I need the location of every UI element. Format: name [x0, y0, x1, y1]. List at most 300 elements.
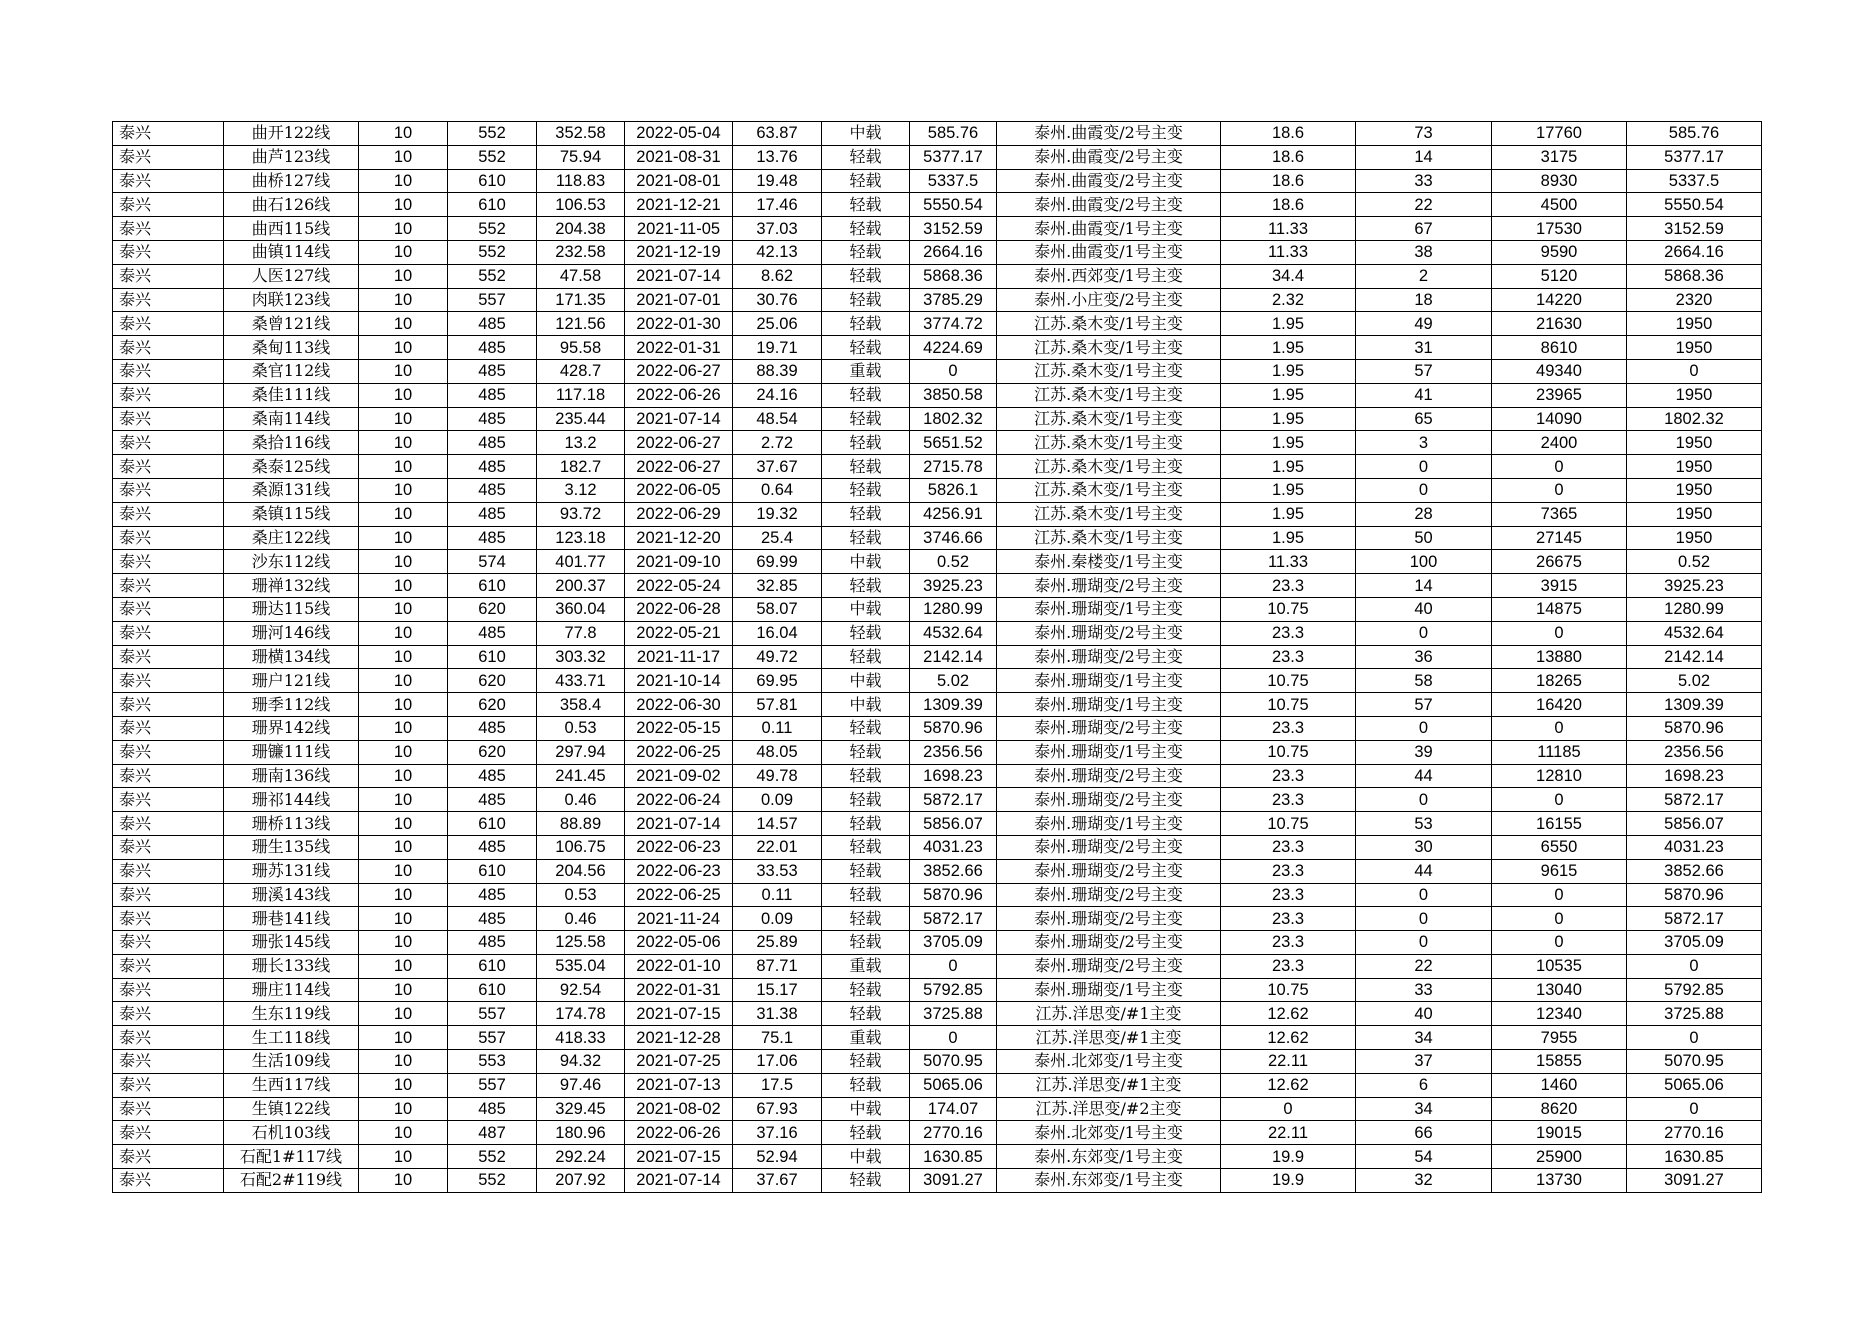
- cell-voltage: 10: [359, 1073, 448, 1097]
- cell-voltage: 10: [359, 288, 448, 312]
- cell-line-name: 珊横134线: [224, 645, 359, 669]
- cell-user-count: 44: [1356, 859, 1492, 883]
- cell-county: 泰兴: [113, 169, 224, 193]
- cell-open-capacity: 5550.54: [1627, 193, 1762, 217]
- cell-transformer-margin: 23.3: [1221, 645, 1356, 669]
- cell-available-capacity: 5870.96: [910, 883, 997, 907]
- cell-max-date: 2022-06-26: [625, 1121, 733, 1145]
- cell-transformer: 泰州.北郊变/1号主变: [997, 1121, 1221, 1145]
- cell-user-capacity: 0: [1492, 621, 1627, 645]
- cell-load-rate: 49.72: [733, 645, 822, 669]
- cell-transformer-margin: 23.3: [1221, 788, 1356, 812]
- cell-voltage: 10: [359, 1050, 448, 1074]
- cell-transformer: 泰州.珊瑚变/2号主变: [997, 764, 1221, 788]
- cell-transformer: 泰州.珊瑚变/2号主变: [997, 645, 1221, 669]
- table-row: [113, 550, 1762, 574]
- cell-max-current: 433.71: [537, 669, 625, 693]
- cell-rated-current: 552: [448, 240, 537, 264]
- cell-voltage: 10: [359, 217, 448, 241]
- cell-user-capacity: 17760: [1492, 122, 1627, 146]
- cell-max-date: 2021-12-19: [625, 240, 733, 264]
- table-row: [113, 526, 1762, 550]
- cell-load-level: 轻载: [822, 240, 910, 264]
- cell-load-level: 轻载: [822, 264, 910, 288]
- cell-load-rate: 37.03: [733, 217, 822, 241]
- cell-transformer: 江苏.桑木变/1号主变: [997, 478, 1221, 502]
- cell-county: 泰兴: [113, 574, 224, 598]
- cell-line-name: 珊季112线: [224, 693, 359, 717]
- cell-user-capacity: 13730: [1492, 1169, 1627, 1193]
- cell-max-date: 2021-07-01: [625, 288, 733, 312]
- cell-max-date: 2022-06-28: [625, 597, 733, 621]
- cell-line-name: 曲石126线: [224, 193, 359, 217]
- cell-available-capacity: 3091.27: [910, 1169, 997, 1193]
- cell-user-count: 39: [1356, 740, 1492, 764]
- cell-transformer-margin: 1.95: [1221, 312, 1356, 336]
- cell-max-date: 2021-07-13: [625, 1073, 733, 1097]
- cell-line-name: 珊长133线: [224, 954, 359, 978]
- cell-user-capacity: 17530: [1492, 217, 1627, 241]
- cell-transformer-margin: 19.9: [1221, 1145, 1356, 1169]
- table-row: [113, 597, 1762, 621]
- cell-user-count: 44: [1356, 764, 1492, 788]
- cell-max-current: 106.75: [537, 835, 625, 859]
- cell-transformer-margin: 34.4: [1221, 264, 1356, 288]
- cell-user-capacity: 0: [1492, 478, 1627, 502]
- cell-max-date: 2021-07-14: [625, 407, 733, 431]
- cell-load-rate: 25.89: [733, 931, 822, 955]
- cell-transformer: 泰州.珊瑚变/2号主变: [997, 574, 1221, 598]
- table-row: [113, 455, 1762, 479]
- cell-county: 泰兴: [113, 788, 224, 812]
- cell-available-capacity: 5065.06: [910, 1073, 997, 1097]
- cell-max-current: 207.92: [537, 1169, 625, 1193]
- cell-open-capacity: 5377.17: [1627, 145, 1762, 169]
- cell-available-capacity: 3746.66: [910, 526, 997, 550]
- cell-max-current: 235.44: [537, 407, 625, 431]
- cell-max-date: 2022-06-29: [625, 502, 733, 526]
- cell-load-rate: 58.07: [733, 597, 822, 621]
- cell-user-count: 57: [1356, 693, 1492, 717]
- cell-user-capacity: 18265: [1492, 669, 1627, 693]
- table-row: [113, 740, 1762, 764]
- cell-max-date: 2021-11-24: [625, 907, 733, 931]
- cell-transformer-margin: 23.3: [1221, 574, 1356, 598]
- cell-user-capacity: 8930: [1492, 169, 1627, 193]
- cell-transformer-margin: 18.6: [1221, 145, 1356, 169]
- cell-user-capacity: 8610: [1492, 336, 1627, 360]
- cell-available-capacity: 5872.17: [910, 788, 997, 812]
- cell-county: 泰兴: [113, 383, 224, 407]
- cell-load-rate: 88.39: [733, 359, 822, 383]
- cell-user-count: 22: [1356, 954, 1492, 978]
- cell-user-capacity: 25900: [1492, 1145, 1627, 1169]
- cell-open-capacity: 2142.14: [1627, 645, 1762, 669]
- cell-open-capacity: 5872.17: [1627, 907, 1762, 931]
- cell-transformer: 泰州.曲霞变/2号主变: [997, 169, 1221, 193]
- table-row: [113, 122, 1762, 146]
- cell-county: 泰兴: [113, 597, 224, 621]
- cell-rated-current: 485: [448, 621, 537, 645]
- cell-max-current: 97.46: [537, 1073, 625, 1097]
- table-row: [113, 217, 1762, 241]
- cell-voltage: 10: [359, 693, 448, 717]
- cell-voltage: 10: [359, 835, 448, 859]
- cell-user-capacity: 9590: [1492, 240, 1627, 264]
- cell-open-capacity: 3705.09: [1627, 931, 1762, 955]
- cell-max-date: 2022-01-10: [625, 954, 733, 978]
- cell-available-capacity: 3725.88: [910, 1002, 997, 1026]
- table-row: [113, 240, 1762, 264]
- cell-load-rate: 48.54: [733, 407, 822, 431]
- table-row: [113, 1026, 1762, 1050]
- cell-user-capacity: 2400: [1492, 431, 1627, 455]
- cell-voltage: 10: [359, 383, 448, 407]
- cell-line-name: 生东119线: [224, 1002, 359, 1026]
- cell-rated-current: 557: [448, 1026, 537, 1050]
- cell-rated-current: 552: [448, 1145, 537, 1169]
- cell-available-capacity: 5856.07: [910, 812, 997, 836]
- cell-user-count: 34: [1356, 1097, 1492, 1121]
- cell-county: 泰兴: [113, 1002, 224, 1026]
- cell-transformer: 江苏.桑木变/1号主变: [997, 359, 1221, 383]
- cell-transformer-margin: 0: [1221, 1097, 1356, 1121]
- cell-available-capacity: 2715.78: [910, 455, 997, 479]
- cell-voltage: 10: [359, 740, 448, 764]
- cell-county: 泰兴: [113, 550, 224, 574]
- cell-transformer: 泰州.西郊变/1号主变: [997, 264, 1221, 288]
- cell-line-name: 桑拾116线: [224, 431, 359, 455]
- cell-max-current: 106.53: [537, 193, 625, 217]
- cell-transformer-margin: 23.3: [1221, 764, 1356, 788]
- cell-available-capacity: 1280.99: [910, 597, 997, 621]
- cell-user-count: 0: [1356, 907, 1492, 931]
- cell-voltage: 10: [359, 907, 448, 931]
- cell-open-capacity: 5870.96: [1627, 883, 1762, 907]
- cell-line-name: 曲芦123线: [224, 145, 359, 169]
- cell-available-capacity: 174.07: [910, 1097, 997, 1121]
- cell-user-capacity: 16420: [1492, 693, 1627, 717]
- cell-transformer-margin: 1.95: [1221, 526, 1356, 550]
- table-row: [113, 1002, 1762, 1026]
- cell-open-capacity: 0: [1627, 1097, 1762, 1121]
- cell-max-date: 2021-12-20: [625, 526, 733, 550]
- cell-max-current: 77.8: [537, 621, 625, 645]
- cell-available-capacity: 3774.72: [910, 312, 997, 336]
- cell-load-level: 轻载: [822, 978, 910, 1002]
- cell-load-rate: 2.72: [733, 431, 822, 455]
- cell-user-count: 36: [1356, 645, 1492, 669]
- cell-line-name: 桑镇115线: [224, 502, 359, 526]
- cell-rated-current: 485: [448, 478, 537, 502]
- cell-load-rate: 63.87: [733, 122, 822, 146]
- cell-max-current: 88.89: [537, 812, 625, 836]
- table-row: [113, 812, 1762, 836]
- cell-transformer: 泰州.曲霞变/2号主变: [997, 122, 1221, 146]
- cell-voltage: 10: [359, 336, 448, 360]
- cell-rated-current: 485: [448, 883, 537, 907]
- table-row: [113, 264, 1762, 288]
- cell-load-level: 轻载: [822, 621, 910, 645]
- cell-load-rate: 32.85: [733, 574, 822, 598]
- cell-rated-current: 610: [448, 954, 537, 978]
- cell-user-count: 41: [1356, 383, 1492, 407]
- cell-max-date: 2022-06-25: [625, 740, 733, 764]
- cell-transformer: 泰州.曲霞变/2号主变: [997, 193, 1221, 217]
- cell-user-count: 0: [1356, 478, 1492, 502]
- cell-max-current: 118.83: [537, 169, 625, 193]
- cell-max-current: 13.2: [537, 431, 625, 455]
- cell-open-capacity: 1950: [1627, 526, 1762, 550]
- cell-available-capacity: 1309.39: [910, 693, 997, 717]
- cell-transformer: 泰州.东郊变/1号主变: [997, 1145, 1221, 1169]
- cell-voltage: 10: [359, 954, 448, 978]
- cell-line-name: 珊南136线: [224, 764, 359, 788]
- table-row: [113, 431, 1762, 455]
- cell-rated-current: 620: [448, 693, 537, 717]
- cell-voltage: 10: [359, 574, 448, 598]
- cell-line-name: 桑源131线: [224, 478, 359, 502]
- table-row: [113, 978, 1762, 1002]
- cell-user-capacity: 14090: [1492, 407, 1627, 431]
- cell-line-name: 曲西115线: [224, 217, 359, 241]
- cell-max-current: 204.38: [537, 217, 625, 241]
- cell-available-capacity: 5870.96: [910, 716, 997, 740]
- cell-voltage: 10: [359, 859, 448, 883]
- cell-line-name: 沙东112线: [224, 550, 359, 574]
- cell-max-date: 2021-11-17: [625, 645, 733, 669]
- cell-max-current: 0.53: [537, 716, 625, 740]
- cell-max-date: 2022-06-05: [625, 478, 733, 502]
- cell-max-date: 2022-06-30: [625, 693, 733, 717]
- cell-transformer-margin: 23.3: [1221, 907, 1356, 931]
- table-row: [113, 645, 1762, 669]
- cell-available-capacity: 5792.85: [910, 978, 997, 1002]
- cell-county: 泰兴: [113, 812, 224, 836]
- cell-user-capacity: 49340: [1492, 359, 1627, 383]
- cell-load-level: 轻载: [822, 764, 910, 788]
- cell-load-rate: 0.11: [733, 716, 822, 740]
- cell-load-level: 轻载: [822, 931, 910, 955]
- cell-voltage: 10: [359, 407, 448, 431]
- cell-user-count: 50: [1356, 526, 1492, 550]
- cell-max-current: 93.72: [537, 502, 625, 526]
- cell-available-capacity: 5868.36: [910, 264, 997, 288]
- table-row: [113, 621, 1762, 645]
- cell-user-count: 30: [1356, 835, 1492, 859]
- cell-county: 泰兴: [113, 1026, 224, 1050]
- cell-available-capacity: 3925.23: [910, 574, 997, 598]
- cell-load-rate: 17.46: [733, 193, 822, 217]
- cell-available-capacity: 5337.5: [910, 169, 997, 193]
- cell-available-capacity: 0: [910, 1026, 997, 1050]
- cell-user-capacity: 0: [1492, 788, 1627, 812]
- cell-open-capacity: 5337.5: [1627, 169, 1762, 193]
- cell-open-capacity: 1950: [1627, 478, 1762, 502]
- cell-transformer-margin: 10.75: [1221, 812, 1356, 836]
- cell-user-count: 0: [1356, 621, 1492, 645]
- cell-max-date: 2022-06-24: [625, 788, 733, 812]
- cell-load-level: 轻载: [822, 193, 910, 217]
- cell-transformer-margin: 22.11: [1221, 1050, 1356, 1074]
- cell-transformer: 江苏.桑木变/1号主变: [997, 312, 1221, 336]
- cell-load-level: 轻载: [822, 431, 910, 455]
- cell-max-current: 182.7: [537, 455, 625, 479]
- cell-max-current: 297.94: [537, 740, 625, 764]
- cell-transformer: 泰州.珊瑚变/1号主变: [997, 597, 1221, 621]
- feeder-load-table: [112, 121, 1762, 1193]
- table-row: [113, 574, 1762, 598]
- cell-user-capacity: 0: [1492, 907, 1627, 931]
- cell-transformer-margin: 1.95: [1221, 359, 1356, 383]
- cell-load-level: 轻载: [822, 145, 910, 169]
- cell-max-date: 2022-05-06: [625, 931, 733, 955]
- cell-user-count: 14: [1356, 574, 1492, 598]
- cell-county: 泰兴: [113, 478, 224, 502]
- cell-transformer: 江苏.桑木变/1号主变: [997, 502, 1221, 526]
- cell-user-capacity: 3915: [1492, 574, 1627, 598]
- cell-load-rate: 42.13: [733, 240, 822, 264]
- cell-load-rate: 16.04: [733, 621, 822, 645]
- cell-voltage: 10: [359, 621, 448, 645]
- cell-available-capacity: 4031.23: [910, 835, 997, 859]
- cell-load-level: 轻载: [822, 812, 910, 836]
- cell-transformer: 泰州.珊瑚变/1号主变: [997, 978, 1221, 1002]
- cell-max-current: 232.58: [537, 240, 625, 264]
- cell-county: 泰兴: [113, 1121, 224, 1145]
- cell-voltage: 10: [359, 193, 448, 217]
- cell-load-rate: 75.1: [733, 1026, 822, 1050]
- cell-line-name: 生活109线: [224, 1050, 359, 1074]
- cell-voltage: 10: [359, 883, 448, 907]
- cell-available-capacity: 5377.17: [910, 145, 997, 169]
- cell-open-capacity: 1802.32: [1627, 407, 1762, 431]
- cell-load-level: 中载: [822, 669, 910, 693]
- cell-line-name: 人医127线: [224, 264, 359, 288]
- cell-voltage: 10: [359, 1026, 448, 1050]
- cell-load-rate: 15.17: [733, 978, 822, 1002]
- table-row: [113, 145, 1762, 169]
- cell-voltage: 10: [359, 788, 448, 812]
- cell-user-count: 0: [1356, 931, 1492, 955]
- cell-rated-current: 620: [448, 669, 537, 693]
- cell-voltage: 10: [359, 169, 448, 193]
- cell-transformer-margin: 12.62: [1221, 1073, 1356, 1097]
- cell-rated-current: 552: [448, 217, 537, 241]
- cell-open-capacity: 0: [1627, 359, 1762, 383]
- cell-open-capacity: 2320: [1627, 288, 1762, 312]
- cell-available-capacity: 4532.64: [910, 621, 997, 645]
- cell-open-capacity: 5856.07: [1627, 812, 1762, 836]
- cell-load-rate: 37.16: [733, 1121, 822, 1145]
- cell-user-count: 6: [1356, 1073, 1492, 1097]
- cell-max-date: 2022-05-15: [625, 716, 733, 740]
- cell-county: 泰兴: [113, 1073, 224, 1097]
- cell-user-count: 37: [1356, 1050, 1492, 1074]
- cell-line-name: 珊张145线: [224, 931, 359, 955]
- cell-transformer: 泰州.珊瑚变/2号主变: [997, 835, 1221, 859]
- cell-open-capacity: 2356.56: [1627, 740, 1762, 764]
- cell-county: 泰兴: [113, 907, 224, 931]
- cell-rated-current: 485: [448, 907, 537, 931]
- cell-load-rate: 48.05: [733, 740, 822, 764]
- cell-line-name: 珊庄114线: [224, 978, 359, 1002]
- cell-load-rate: 14.57: [733, 812, 822, 836]
- cell-load-level: 轻载: [822, 1073, 910, 1097]
- table-row: [113, 716, 1762, 740]
- cell-available-capacity: 3850.58: [910, 383, 997, 407]
- cell-rated-current: 610: [448, 645, 537, 669]
- cell-rated-current: 485: [448, 336, 537, 360]
- cell-transformer-margin: 11.33: [1221, 550, 1356, 574]
- cell-transformer: 泰州.珊瑚变/2号主变: [997, 788, 1221, 812]
- cell-load-rate: 0.64: [733, 478, 822, 502]
- cell-load-rate: 87.71: [733, 954, 822, 978]
- cell-load-level: 重载: [822, 954, 910, 978]
- cell-max-current: 0.46: [537, 907, 625, 931]
- cell-rated-current: 485: [448, 359, 537, 383]
- cell-open-capacity: 3925.23: [1627, 574, 1762, 598]
- cell-rated-current: 485: [448, 502, 537, 526]
- cell-load-level: 轻载: [822, 1121, 910, 1145]
- cell-max-date: 2021-08-31: [625, 145, 733, 169]
- cell-available-capacity: 2142.14: [910, 645, 997, 669]
- cell-open-capacity: 1950: [1627, 336, 1762, 360]
- cell-load-level: 轻载: [822, 502, 910, 526]
- cell-line-name: 肉联123线: [224, 288, 359, 312]
- cell-county: 泰兴: [113, 526, 224, 550]
- cell-rated-current: 610: [448, 859, 537, 883]
- cell-open-capacity: 1950: [1627, 383, 1762, 407]
- cell-user-capacity: 0: [1492, 716, 1627, 740]
- cell-load-rate: 49.78: [733, 764, 822, 788]
- cell-max-date: 2022-06-26: [625, 383, 733, 407]
- cell-max-date: 2021-10-14: [625, 669, 733, 693]
- cell-max-current: 292.24: [537, 1145, 625, 1169]
- cell-max-current: 121.56: [537, 312, 625, 336]
- cell-available-capacity: 0.52: [910, 550, 997, 574]
- cell-rated-current: 485: [448, 383, 537, 407]
- cell-county: 泰兴: [113, 859, 224, 883]
- cell-county: 泰兴: [113, 693, 224, 717]
- cell-user-capacity: 10535: [1492, 954, 1627, 978]
- cell-user-capacity: 7955: [1492, 1026, 1627, 1050]
- cell-max-current: 174.78: [537, 1002, 625, 1026]
- cell-load-rate: 22.01: [733, 835, 822, 859]
- cell-voltage: 10: [359, 597, 448, 621]
- cell-max-date: 2022-06-27: [625, 455, 733, 479]
- cell-max-date: 2022-06-25: [625, 883, 733, 907]
- cell-voltage: 10: [359, 1145, 448, 1169]
- cell-voltage: 10: [359, 502, 448, 526]
- cell-user-count: 100: [1356, 550, 1492, 574]
- cell-max-date: 2021-12-21: [625, 193, 733, 217]
- cell-max-date: 2021-08-02: [625, 1097, 733, 1121]
- cell-max-current: 329.45: [537, 1097, 625, 1121]
- cell-open-capacity: 585.76: [1627, 122, 1762, 146]
- cell-transformer-margin: 1.95: [1221, 455, 1356, 479]
- cell-user-capacity: 21630: [1492, 312, 1627, 336]
- cell-user-capacity: 6550: [1492, 835, 1627, 859]
- cell-load-level: 中载: [822, 122, 910, 146]
- cell-load-level: 轻载: [822, 312, 910, 336]
- cell-rated-current: 485: [448, 312, 537, 336]
- cell-county: 泰兴: [113, 978, 224, 1002]
- cell-load-rate: 0.09: [733, 788, 822, 812]
- cell-county: 泰兴: [113, 764, 224, 788]
- cell-max-date: 2021-09-02: [625, 764, 733, 788]
- cell-county: 泰兴: [113, 1145, 224, 1169]
